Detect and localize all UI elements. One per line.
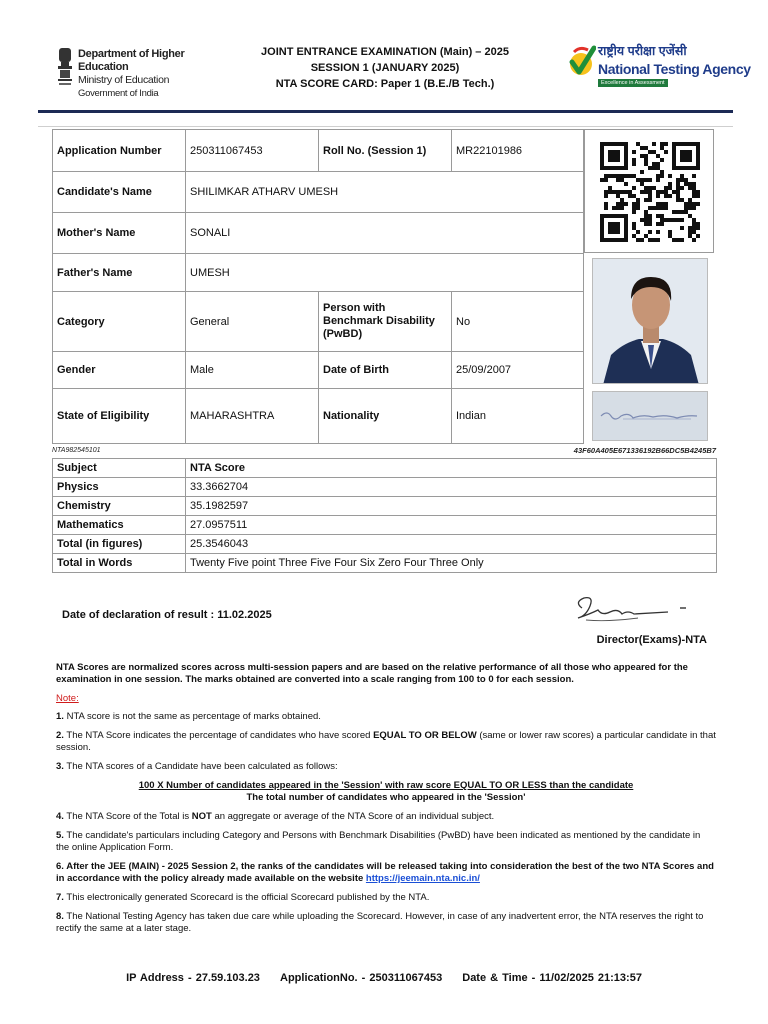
session-title: SESSION 1 (JANUARY 2025) (310, 62, 460, 74)
candidate-photo (592, 258, 708, 384)
subject-cell: Total (in figures) (53, 535, 186, 554)
application-number-label: Application Number (53, 130, 186, 172)
note-text: an aggregate or average of the NTA Score of an individual subject. (214, 811, 495, 822)
note-8 (56, 911, 716, 935)
category-value: General (186, 292, 319, 352)
nta-logo (568, 42, 751, 90)
note-text: (same or lower raw scores) a particular candidate in that session. (56, 730, 716, 753)
footer-info (0, 972, 768, 984)
table-row (53, 497, 717, 516)
note-2 (56, 730, 716, 754)
moe-line-2: Ministry of Education (78, 74, 170, 86)
gender-value: Male (186, 352, 319, 389)
roll-number-label: Roll No. (Session 1) (319, 130, 452, 172)
state-label: State of Eligibility (53, 389, 186, 444)
state-value: MAHARASHTRA (186, 389, 319, 444)
gender-label: Gender (53, 352, 186, 389)
formula-denominator: The total number of candidates who appeared in the 'Session' (246, 792, 526, 803)
pwbd-value: No (452, 292, 584, 352)
table-row (53, 130, 584, 172)
subject-header: Subject (53, 459, 186, 478)
ip-address: IP Address - 27.59.103.23 (126, 972, 260, 984)
nta-score-formula (56, 780, 716, 804)
ministry-of-education-logo (56, 44, 206, 99)
nta-english-name: National Testing Agency (598, 61, 751, 77)
note-emphasis: NOT (191, 811, 212, 822)
table-row (53, 213, 584, 254)
candidate-photo-image (593, 259, 708, 384)
note-text: 6. After the JEE (MAIN) - 2025 Session 2, the ranks of the candidates will be released taking into consideration the best of the two NTA Scores and in accordance with the policy already made available on the website (56, 861, 714, 884)
category-label: Category (53, 292, 186, 352)
candidate-signature (592, 391, 708, 441)
note-7 (56, 892, 716, 904)
roll-number-value: MR22101986 (452, 130, 584, 172)
table-row (53, 535, 717, 554)
note-text: The NTA Score indicates the percentage of candidates who have scored (66, 730, 371, 741)
nta-tagline: Excellence in Assessment (598, 79, 668, 87)
scorecard-subtitle: NTA SCORE CARD: Paper 1 (B.E./B Tech.) (275, 78, 495, 90)
footer-datetime: Date & Time - 11/02/2025 21:13:57 (462, 972, 642, 984)
qr-code-icon (599, 142, 701, 242)
nationality-value: Indian (452, 389, 584, 444)
table-row (53, 389, 584, 444)
formula-numerator: 100 X Number of candidates appeared in the 'Session' with raw score EQUAL TO OR LESS than the candidate (138, 780, 634, 791)
score-table-header (53, 459, 717, 478)
note-text: The NTA Score of the Total is (66, 811, 190, 822)
note-text: The candidate's particulars including Category and Persons with Benchmark Disabilities (PwBD) have been indicated as mentioned by the candidate in the online Application Form. (56, 830, 701, 853)
table-row (53, 516, 717, 535)
score-cell: 27.0957511 (186, 516, 717, 535)
footer-application-number: ApplicationNo. - 250311067453 (280, 972, 443, 984)
note-text: The National Testing Agency has taken due care while uploading the Scorecard. However, in case of any inadvertent error, the NTA reserves the right to rectify the same at a later stage. (56, 911, 704, 934)
note-number: 4. (56, 811, 64, 822)
nta-checkmark-icon (568, 44, 596, 80)
mother-name-value: SONALI (186, 213, 584, 254)
note-heading: Note: (56, 693, 79, 704)
candidate-signature-image (593, 392, 708, 441)
candidate-name-value: SHILIMKAR ATHARV UMESH (186, 172, 584, 213)
note-text: This electronically generated Scorecard is the official Scorecard published by the NTA. (66, 892, 430, 903)
note-number: 1. (56, 711, 64, 722)
note-number: 7. (56, 892, 64, 903)
note-1 (56, 711, 716, 723)
note-text: The NTA scores of a Candidate have been calculated as follows: (66, 761, 338, 772)
document-code-left: NTA982545101 (52, 447, 101, 454)
header-thin-divider (38, 126, 733, 127)
subject-cell: Total in Words (53, 554, 186, 573)
moe-line-1: Department of Higher Education (78, 48, 185, 73)
table-row (53, 554, 717, 573)
dob-value: 25/09/2007 (452, 352, 584, 389)
score-cell: Twenty Five point Three Five Four Six Zero Four Three Only (186, 554, 717, 573)
subject-cell: Chemistry (53, 497, 186, 516)
table-row (53, 352, 584, 389)
subject-cell: Mathematics (53, 516, 186, 535)
nta-hindi-name: राष्ट्रीय परीक्षा एजेंसी (598, 44, 687, 58)
score-cell: 25.3546043 (186, 535, 717, 554)
note-6 (56, 861, 716, 885)
father-name-value: UMESH (186, 254, 584, 292)
ministry-text (78, 48, 206, 100)
note-5 (56, 830, 716, 854)
candidate-details-table (52, 129, 584, 444)
score-cell: 35.1982597 (186, 497, 717, 516)
father-name-label: Father's Name (53, 254, 186, 292)
table-row (53, 292, 584, 352)
nta-score-header: NTA Score (186, 459, 717, 478)
table-row (53, 172, 584, 213)
note-number: 5. (56, 830, 64, 841)
jeemain-website-link[interactable]: https://jeemain.nta.nic.in/ (365, 873, 480, 884)
note-emphasis: EQUAL TO OR BELOW (373, 730, 477, 741)
mother-name-label: Mother's Name (53, 213, 186, 254)
pwbd-label: Person with Benchmark Disability (PwBD) (319, 292, 452, 352)
declaration-date: Date of declaration of result : 11.02.2025 (62, 609, 272, 621)
note-number: 2. (56, 730, 64, 741)
note-3 (56, 761, 716, 773)
application-number-value: 250311067453 (186, 130, 319, 172)
scorecard-title (230, 44, 540, 92)
dob-label: Date of Birth (319, 352, 452, 389)
notes-section (56, 662, 716, 942)
national-emblem-icon (56, 46, 74, 88)
header-divider (38, 110, 733, 113)
table-row (53, 478, 717, 497)
note-text: NTA score is not the same as percentage of marks obtained. (66, 711, 321, 722)
score-cell: 33.3662704 (186, 478, 717, 497)
exam-title: JOINT ENTRANCE EXAMINATION (Main) – 2025 (261, 46, 509, 58)
document-hash-code: 43F60A405E671336192B66DC5B4245B7 (573, 446, 716, 455)
moe-line-3: Government of India (78, 88, 159, 99)
table-row (53, 254, 584, 292)
normalization-intro: NTA Scores are normalized scores across multi-session papers and are based on the relative performance of all those who appeared for the examination in one session. The marks obtained are converted into a scale ranging from 100 to 0 for each session. (56, 662, 688, 685)
qr-code (584, 129, 714, 253)
nationality-label: Nationality (319, 389, 452, 444)
candidate-name-label: Candidate's Name (53, 172, 186, 213)
note-number: 3. (56, 761, 64, 772)
director-signature (568, 588, 708, 632)
subject-cell: Physics (53, 478, 186, 497)
note-number: 8. (56, 911, 64, 922)
note-4 (56, 811, 716, 823)
director-label: Director(Exams)-NTA (596, 634, 707, 646)
score-table (52, 458, 717, 573)
